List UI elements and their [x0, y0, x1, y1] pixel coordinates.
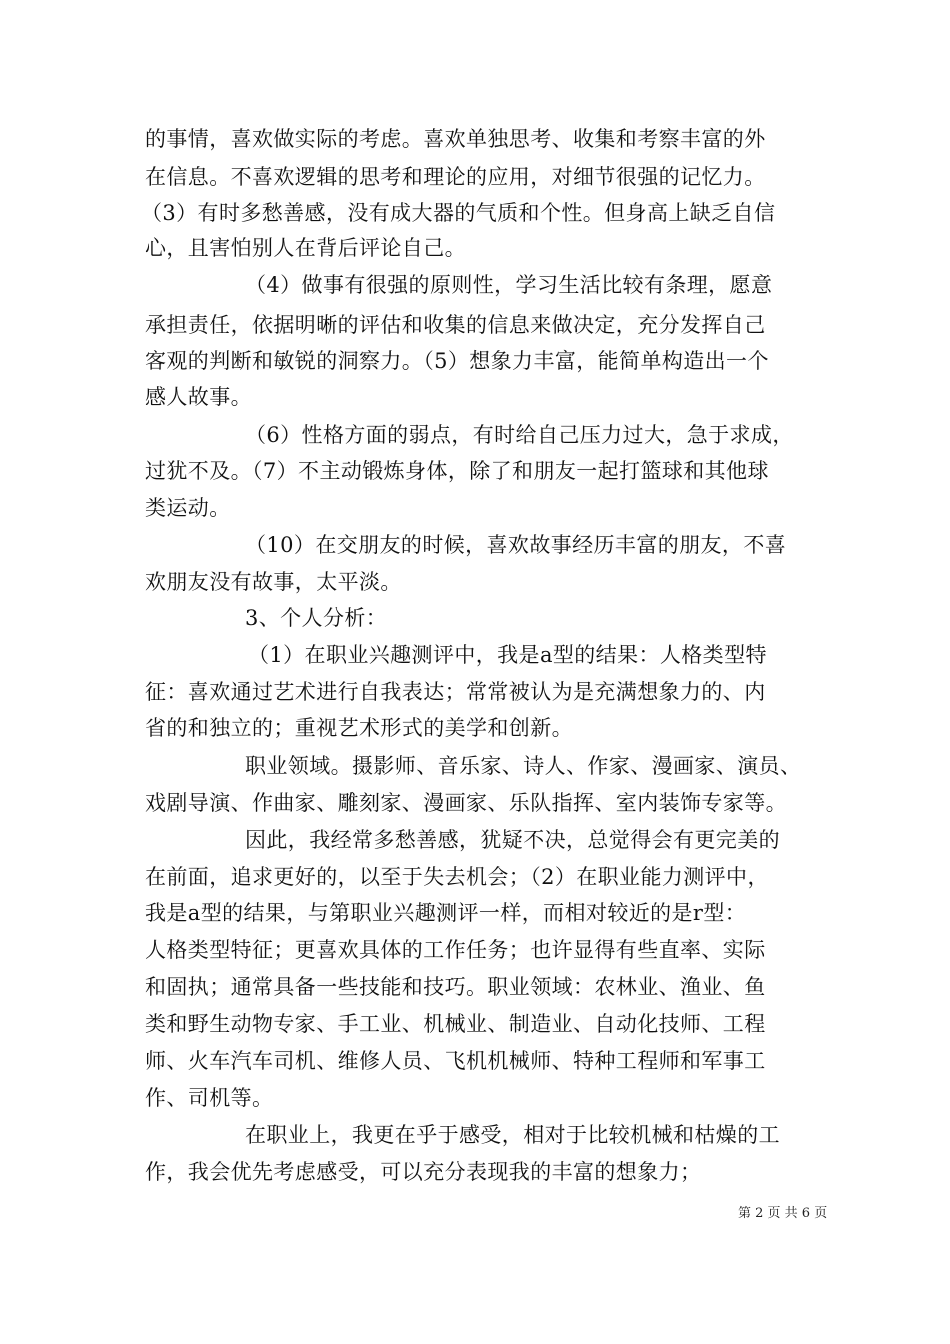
text-line: 过犹不及。（7）不主动锻炼身体，除了和朋友一起打篮球和其他球	[145, 459, 769, 483]
text-line: 的事情，喜欢做实际的考虑。喜欢单独思考、收集和考察丰富的外	[145, 127, 766, 151]
text-line: 欢朋友没有故事，太平淡。	[145, 570, 402, 594]
text-line: 客观的判断和敏锐的洞察力。（5）想象力丰富，能简单构造出一个	[145, 349, 769, 373]
text-line: 作、司机等。	[145, 1086, 274, 1110]
text-line: 心，且害怕别人在背后评论自己。	[145, 236, 466, 260]
page-number-footer: 第 2 页 共 6 页	[738, 1206, 828, 1221]
text-line: （1）在职业兴趣测评中，我是a型的结果：人格类型特	[248, 643, 767, 667]
text-line: 类运动。	[145, 496, 231, 520]
section-heading: 3、个人分析：	[245, 606, 388, 630]
text-line: 在前面，追求更好的，以至于失去机会；（2）在职业能力测评中，	[145, 865, 769, 889]
text-line: 类和野生动物专家、手工业、机械业、制造业、自动化技师、工程	[145, 1012, 766, 1036]
text-line: 承担责任，依据明晰的评估和收集的信息来做决定，充分发挥自己	[145, 313, 766, 337]
text-line: 征：喜欢通过艺术进行自我表达；常常被认为是充满想象力的、内	[145, 680, 766, 704]
text-line: （6）性格方面的弱点，有时给自己压力过大，急于求成，	[245, 423, 794, 447]
text-line: 人格类型特征；更喜欢具体的工作任务；也许显得有些直率、实际	[145, 938, 766, 962]
text-line: （4）做事有很强的原则性，学习生活比较有条理，愿意	[245, 273, 773, 297]
text-line: 在信息。不喜欢逻辑的思考和理论的应用，对细节很强的记忆力。	[145, 165, 766, 189]
text-line: 戏剧导演、作曲家、雕刻家、漫画家、乐队指挥、室内装饰专家等。	[145, 791, 787, 815]
text-line: 在职业上，我更在乎于感受，相对于比较机械和枯燥的工	[245, 1123, 780, 1147]
text-line: 省的和独立的；重视艺术形式的美学和创新。	[145, 716, 573, 740]
text-line: （3）有时多愁善感，没有成大器的气质和个性。但身高上缺乏自信	[141, 201, 776, 225]
text-line: 感人故事。	[145, 385, 252, 409]
text-line: 因此，我经常多愁善感，犹疑不决，总觉得会有更完美的	[245, 828, 780, 852]
text-line: 作，我会优先考虑感受，可以充分表现我的丰富的想象力；	[145, 1160, 702, 1184]
text-line: （10）在交朋友的时候，喜欢故事经历丰富的朋友，不喜	[245, 533, 787, 557]
text-line: 师、火车汽车司机、维修人员、飞机机械师、特种工程师和军事工	[145, 1049, 766, 1073]
text-line: 和固执；通常具备一些技能和技巧。职业领域：农林业、渔业、鱼	[145, 975, 766, 999]
text-line: 职业领域。摄影师、音乐家、诗人、作家、漫画家、演员、	[245, 754, 802, 778]
text-line: 我是a型的结果，与第职业兴趣测评一样，而相对较近的是r型：	[145, 901, 747, 925]
